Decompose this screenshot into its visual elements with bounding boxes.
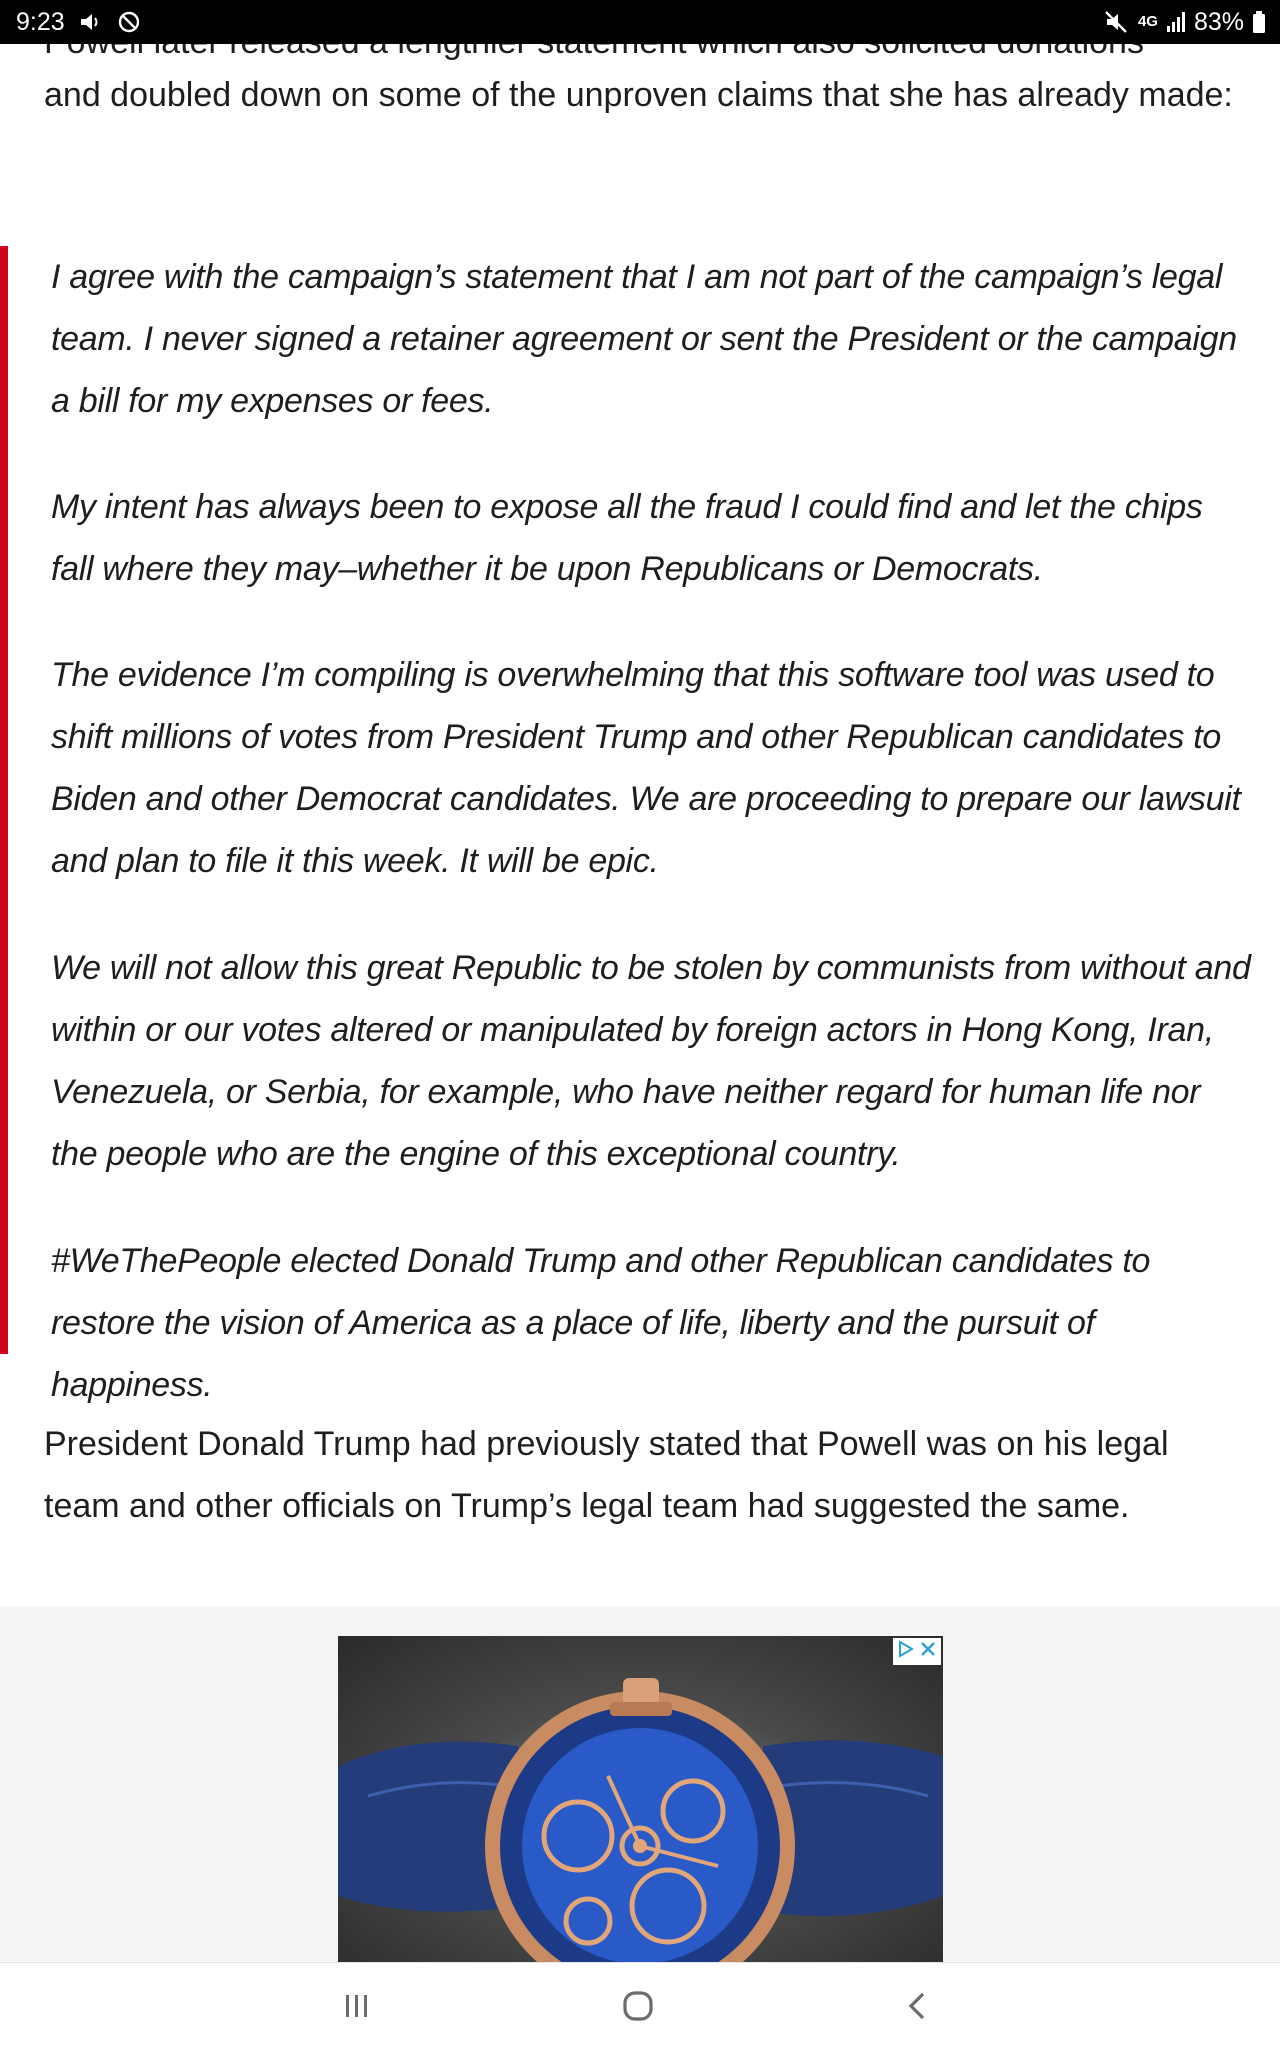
signal-icon bbox=[1166, 11, 1186, 33]
battery-icon bbox=[1252, 10, 1266, 34]
status-bar bbox=[0, 0, 1280, 44]
back-icon[interactable] bbox=[888, 1981, 948, 2031]
quote-paragraph-4: We will not allow this great Republic to be stolen by communists from without and within or our votes altered or manipulated by foreign actors in Hong Kong, Iran, Venezuela, or Serbia, for example, who have neither regard for human life nor the people who are the engine of this exceptional country. bbox=[51, 949, 1251, 1173]
intro-paragraph: and doubled down on some of the unproven claims that she has already made: bbox=[44, 76, 1233, 114]
mute-icon bbox=[1104, 10, 1130, 34]
watch-advertisement[interactable] bbox=[338, 1636, 943, 1962]
status-time: 9:23 bbox=[16, 7, 65, 36]
quote-paragraph-2: My intent has always been to expose all the fraud I could find and let the chips fall where they may–whether it be upon Republicans or Democrats. bbox=[51, 488, 1203, 588]
outro-paragraph: President Donald Trump had previously stated that Powell was on his legal team and other officials on Trump’s legal team had suggested the same. bbox=[44, 1425, 1169, 1525]
advertisement-section bbox=[0, 1606, 1280, 1962]
battery-percent: 83% bbox=[1193, 7, 1244, 36]
volume-icon bbox=[79, 11, 103, 33]
ad-choices-controls bbox=[893, 1638, 941, 1665]
quote-paragraph-5: #WeThePeople elected Donald Trump and other Republican candidates to restore the vision of America as a place of life, liberty and the pursuit of happiness. bbox=[51, 1242, 1151, 1404]
recent-apps-icon[interactable] bbox=[327, 1981, 387, 2031]
adchoices-icon[interactable] bbox=[896, 1639, 916, 1664]
network-icon bbox=[1138, 15, 1158, 29]
network-label: 4G bbox=[1137, 13, 1158, 30]
system-navigation-bar bbox=[0, 1962, 1280, 2049]
home-icon[interactable] bbox=[608, 1981, 668, 2031]
quote-paragraph-1: I agree with the campaign’s statement that I am not part of the campaign’s legal team. I never signed a retainer agreement or sent the President or the campaign a bill for my expenses or fees. bbox=[51, 258, 1237, 420]
blockquote-bar bbox=[0, 246, 8, 1354]
quote-paragraph-3: The evidence I’m compiling is overwhelming that this software tool was used to shift millions of votes from President Trump and other Republican candidates to Biden and other Democrat candidates. We are proceeding to prepare our lawsuit and plan to file it this week. It will be epic. bbox=[51, 656, 1241, 880]
close-ad-icon[interactable] bbox=[918, 1639, 938, 1664]
do-not-disturb-icon bbox=[117, 10, 141, 34]
